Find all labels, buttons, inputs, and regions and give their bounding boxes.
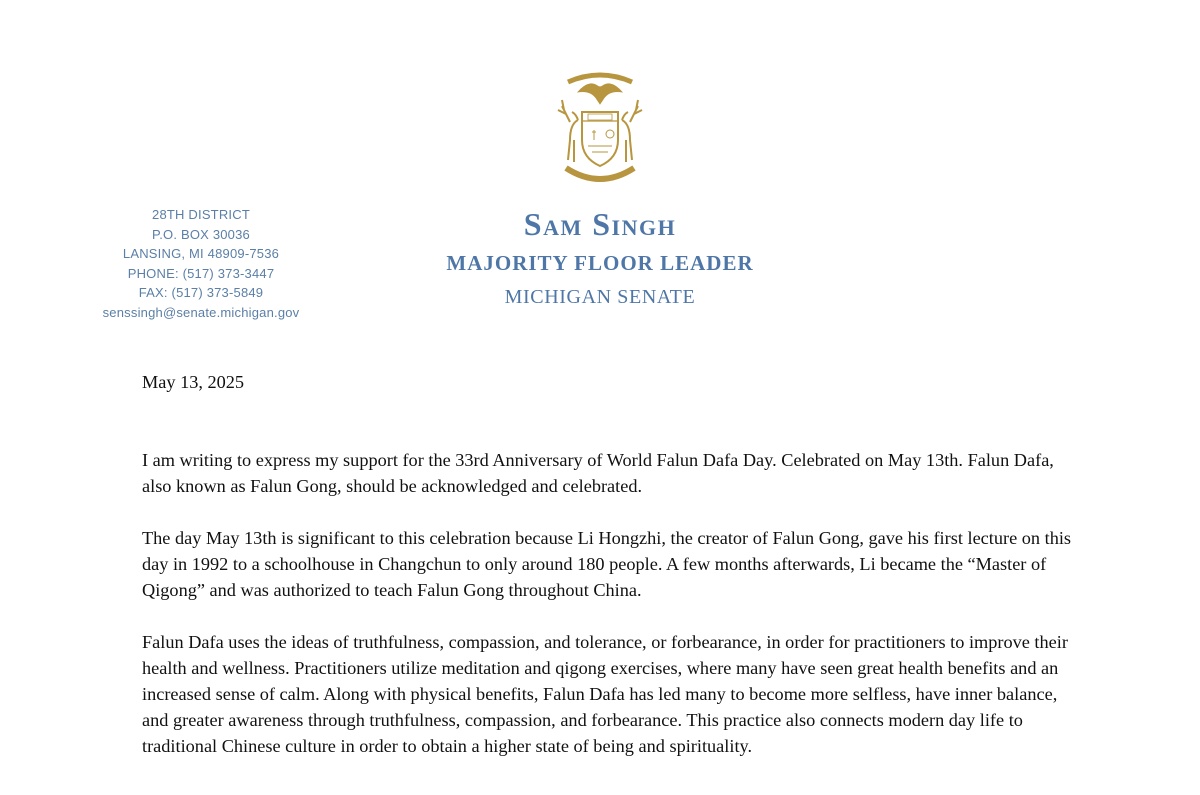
letter-paragraph: I am writing to express my support for the 33rd Anniversary of World Falun Dafa Day. Celebrated on May 13th. Falun Dafa, also known as Falun Gong, should be acknowledged and celebrated. (142, 450, 1054, 496)
sender-address-block (60, 205, 342, 322)
letter-date: May 13, 2025 (142, 372, 245, 392)
phone-line: PHONE: (517) 373-3447 (127, 265, 275, 281)
fax-line: FAX: (517) 373-5849 (138, 285, 264, 300)
po-box-line: P.O. BOX 30036 (152, 226, 250, 242)
michigan-seal-icon (548, 68, 652, 188)
letter-body (142, 369, 1072, 785)
city-line: LANSING, MI 48909-7536 (122, 246, 280, 261)
senator-name: Sam Singh (523, 206, 677, 242)
legislative-body: MICHIGAN SENATE (504, 286, 696, 308)
letter-paragraph: The day May 13th is significant to this celebration because Li Hongzhi, the creator of Falun Gong, gave his first lecture on this day in 1992 to a schoolhouse in Changchun to only around 180 people. A few months afterwards, Li became the “Master of Qigong” and was authorized to teach Falun Gong throughout China. (142, 528, 1072, 600)
email-line[interactable]: senssingh@senate.michigan.gov (102, 304, 300, 320)
senator-title: MAJORITY FLOOR LEADER (446, 251, 754, 275)
letter-paragraph: Falun Dafa uses the ideas of truthfulness, compassion, and tolerance, or forbearance, in order for practitioners to improve their health and wellness. Practitioners utilize meditation and qigong exercises, where many have seen great health benefits and an increased sense of calm. Along with physical benefits, Falun Dafa has led many to become more selfless, have inner balance, and greater awareness through truthfulness, compassion, and forbearance. This practice also connects modern day life to traditional Chinese culture in order to obtain a higher state of being and spirituality. (142, 632, 1068, 756)
letterhead (400, 204, 800, 314)
district-line: 28TH DISTRICT (152, 207, 250, 222)
